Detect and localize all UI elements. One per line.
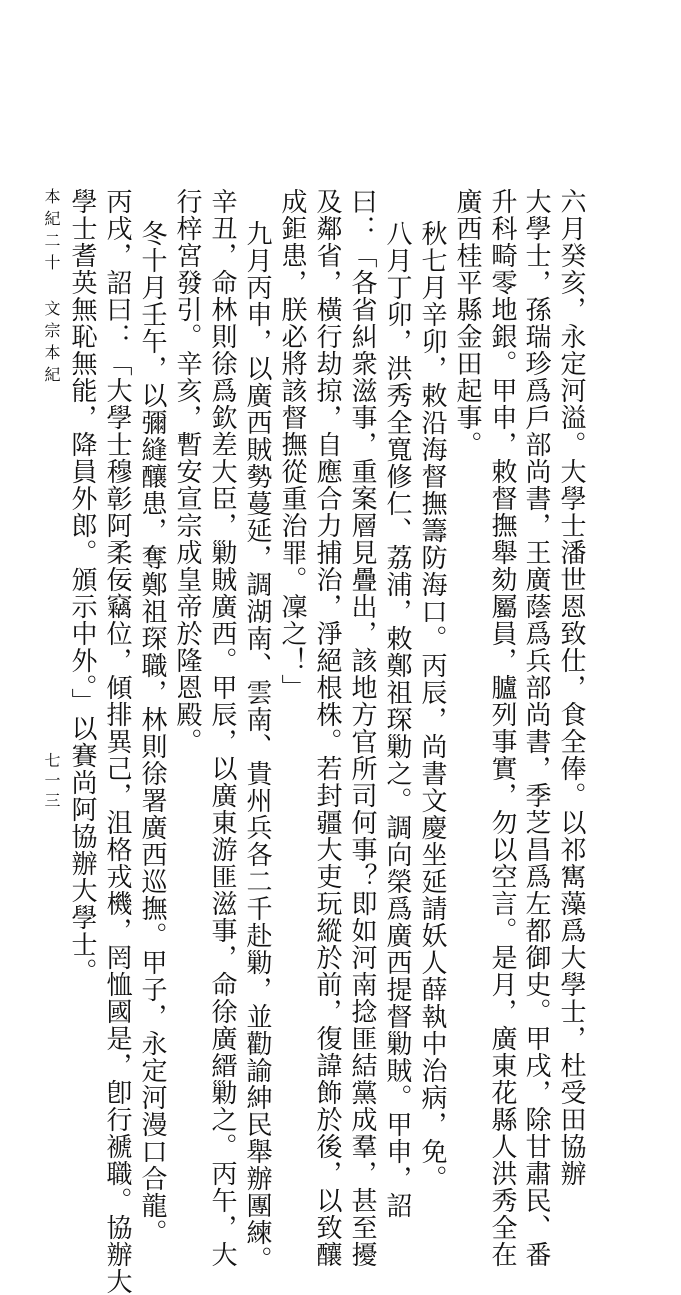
text-column-3: 升科畸零地銀。甲申，敕督撫舉劾屬員，臚列事實，勿以空言。是月，廣東花縣人洪秀全在	[487, 188, 517, 1268]
text-column-1: 六月癸亥，永定河溢。大學士潘世恩致仕，食全俸。以祁寯藻爲大學士，杜受田協辦	[556, 188, 586, 1187]
text-column-4: 廣西桂平縣金田起事。	[452, 188, 482, 458]
text-column-11: 辛丑，命林則徐爲欽差大臣，勦賊廣西。甲辰，以廣東游匪滋事，命徐廣縉勦之。丙午，大	[207, 188, 237, 1268]
text-column-14: 丙戌，詔曰：「大學士穆彰阿柔佞竊位，傾排異己，沮格戎機，罔恤國是，卽行褫職。協辦大	[102, 188, 132, 1295]
text-column-13: 冬十月壬午，以彌縫釀患，奪鄭祖琛職，林則徐署廣西巡撫。甲子，永定河漫口合龍。	[137, 220, 167, 1246]
text-column-8: 及鄰省，橫行劫掠，自應合力捕治，淨絕根株。若封疆大吏玩縱於前，復諱飾於後，以致釀	[312, 188, 342, 1268]
running-header-title: 文宗本紀	[42, 300, 61, 388]
text-column-2: 大學士，孫瑞珍爲戶部尚書，王廣蔭爲兵部尚書，季芝昌爲左都御史。甲戌，除甘肅民、番	[521, 188, 551, 1268]
text-column-10: 九月丙申，以廣西賊勢蔓延，調湖南、雲南、貴州兵各二千赴勦，並勸諭紳民舉辦團練。	[242, 220, 272, 1273]
text-column-7: 曰：「各省糾衆滋事，重案層見疊出，該地方官所司何事？即如河南捻匪結黨成羣，甚至擾	[347, 188, 377, 1268]
text-column-15: 學士耆英無恥無能，降員外郎。頒示中外。」以賽尚阿協辦大學士。	[67, 188, 97, 985]
text-column-12: 行梓宮發引。辛亥，暫安宣宗成皇帝於隆恩殿。	[172, 188, 202, 755]
text-column-6: 八月丁卯，洪秀全寬修仁、荔浦，敕鄭祖琛勦之。調向榮爲廣西提督勦賊。甲申，詔	[382, 220, 412, 1219]
page-number: 七一三	[42, 752, 61, 812]
running-header-section: 本紀二十	[42, 188, 61, 276]
text-column-9: 成鉅患，朕必將該督撫從重治罪。凜之！」	[277, 188, 307, 701]
text-column-5: 秋七月辛卯，敕沿海督撫籌防海口。丙辰，尚書文慶坐延請妖人薛執中治病，免。	[417, 220, 447, 1192]
